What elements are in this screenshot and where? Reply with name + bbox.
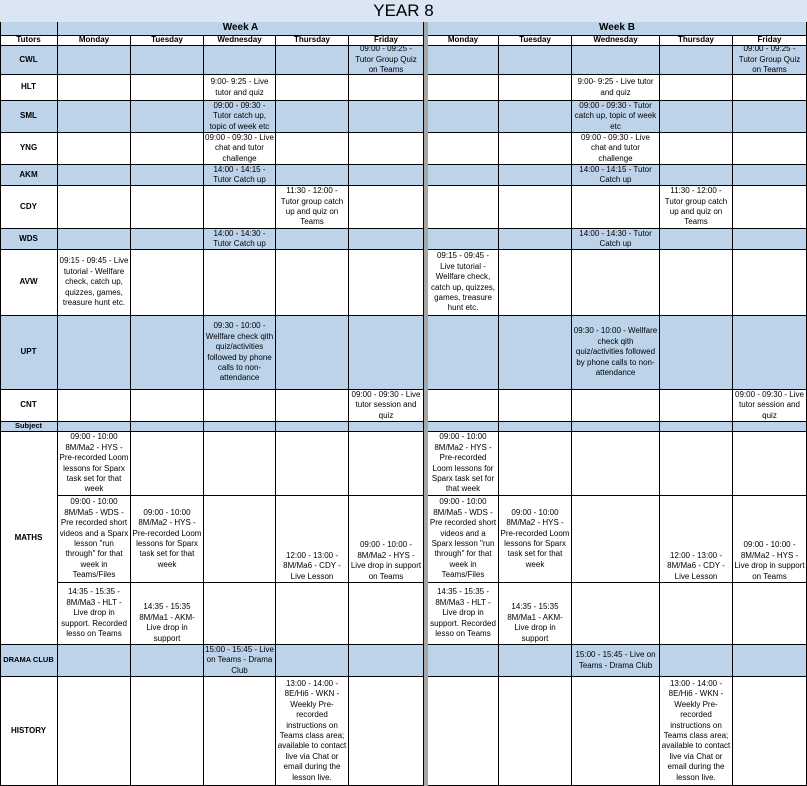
maths-wed-empty-a — [204, 432, 276, 496]
slot-week-a — [349, 186, 424, 229]
tutor-name: AVW — [0, 250, 58, 316]
subject-history: HISTORY — [0, 677, 58, 786]
slot-week-a — [58, 229, 131, 250]
slot-week-b — [660, 133, 733, 165]
maths-tue-1-b: 09:00 - 10:00 8M/Ma2 - HYS - Pre-recorded Loom lessons for Sparx task set for that week — [499, 496, 572, 583]
slot-week-a — [276, 165, 349, 186]
tutor-name: CWL — [0, 46, 58, 75]
maths-tue-2-a: 14:35 - 15:35 8M/Ma1 - AKM- Live drop in support — [131, 583, 204, 645]
maths-mon-2-a: 09:00 - 10:00 8M/Ma5 - WDS - Pre recorded short videos and a Sparx lesson "run through" for that week in Teams/Files — [58, 496, 131, 583]
slot-week-b — [499, 46, 572, 75]
history-slot-a: 13:00 - 14:00 - 8E/Hi6 - WKN - Weekly Pre-recorded instructions on Teams class area; available to contact live via Chat or email during the lesson live. — [276, 677, 349, 786]
slot-week-b: 09:00 - 09:30 - Live tutor session and quiz — [733, 390, 807, 422]
history-slot-a — [131, 677, 204, 786]
maths-thu-empty-a — [276, 583, 349, 645]
subject-blank — [660, 422, 733, 432]
slot-week-a — [131, 250, 204, 316]
slot-week-a — [58, 165, 131, 186]
tutor-name: AKM — [0, 165, 58, 186]
history-slot-b — [499, 677, 572, 786]
subject-blank — [572, 422, 660, 432]
maths-tue-empty-b — [499, 432, 572, 496]
maths-thu-b: 12:00 - 13:00 - 8M/Ma6 - CDY - Live Lesson — [660, 496, 733, 583]
maths-mon-1-b: 09:00 - 10:00 8M/Ma2 - HYS - Pre-recorded Loom lessons for Sparx task set for that week — [428, 432, 499, 496]
slot-week-a — [131, 133, 204, 165]
drama-slot-a: 15:00 - 15:45 - Live on Teams - Drama Club — [204, 645, 276, 677]
slot-week-a — [276, 316, 349, 390]
slot-week-a — [131, 101, 204, 133]
day-header-b: Thursday — [660, 36, 733, 46]
maths-wed-empty-b — [572, 496, 660, 583]
slot-week-a — [276, 75, 349, 101]
subject-maths: MATHS — [0, 432, 58, 645]
slot-week-b: 09:00 - 09:30 - Tutor catch up, topic of week etc — [572, 101, 660, 133]
slot-week-a: 14:00 - 14:15 - Tutor Catch up — [204, 165, 276, 186]
slot-week-a — [349, 250, 424, 316]
slot-week-a — [131, 316, 204, 390]
slot-week-a — [131, 186, 204, 229]
slot-week-a — [58, 101, 131, 133]
tutor-name: HLT — [0, 75, 58, 101]
slot-week-a: 11:30 - 12:00 - Tutor group catch up and quiz on Teams — [276, 186, 349, 229]
slot-week-b — [660, 75, 733, 101]
slot-week-b — [428, 133, 499, 165]
slot-week-a: 09:00 - 09:25 - Tutor Group Quiz on Teams — [349, 46, 424, 75]
slot-week-a — [204, 390, 276, 422]
slot-week-a — [58, 390, 131, 422]
slot-week-a — [58, 75, 131, 101]
slot-week-b — [572, 46, 660, 75]
slot-week-a: 09:00 - 09:30 - Live tutor session and quiz — [349, 390, 424, 422]
maths-tue-empty-a — [131, 432, 204, 496]
slot-week-a — [276, 46, 349, 75]
slot-week-b — [428, 101, 499, 133]
drama-slot-b — [660, 645, 733, 677]
maths-mon-1-a: 09:00 - 10:00 8M/Ma2 - HYS - Pre-recorded Loom lessons for Sparx task set for that week — [58, 432, 131, 496]
subject-blank — [428, 422, 499, 432]
slot-week-b — [660, 316, 733, 390]
maths-wed-empty-b — [572, 432, 660, 496]
subject-blank — [349, 422, 424, 432]
week-b-header: Week B — [428, 22, 807, 36]
slot-week-b — [733, 229, 807, 250]
tutors-header: Tutors — [0, 36, 58, 46]
maths-thu-empty-b — [660, 583, 733, 645]
slot-week-a: 09:15 - 09:45 - Live tutorial - Wellfare check, catch up, quizzes, games, treasure hunt etc. — [58, 250, 131, 316]
maths-mon-2-b: 09:00 - 10:00 8M/Ma5 - WDS - Pre recorded short videos and a Sparx lesson "run through" for that week in Teams/Files — [428, 496, 499, 583]
subject-blank — [276, 422, 349, 432]
history-slot-b — [572, 677, 660, 786]
maths-fri-empty-b — [733, 583, 807, 645]
week-a-header: Week A — [58, 22, 424, 36]
slot-week-b: 09:00 - 09:30 - Live chat and tutor challenge — [572, 133, 660, 165]
slot-week-b: 14:00 - 14:30 - Tutor Catch up — [572, 229, 660, 250]
slot-week-a — [276, 229, 349, 250]
slot-week-a — [349, 316, 424, 390]
maths-thu-a: 12:00 - 13:00 - 8M/Ma6 - CDY - Live Lesson — [276, 496, 349, 583]
history-slot-b — [733, 677, 807, 786]
slot-week-a — [58, 186, 131, 229]
history-slot-b — [428, 677, 499, 786]
tutor-name: CNT — [0, 390, 58, 422]
slot-week-a — [58, 316, 131, 390]
maths-wed-empty-a — [204, 496, 276, 583]
slot-week-a — [58, 46, 131, 75]
slot-week-b: 14:00 - 14:15 - Tutor Catch up — [572, 165, 660, 186]
maths-tue-2-b: 14:35 - 15:35 8M/Ma1 - AKM- Live drop in support — [499, 583, 572, 645]
slot-week-b — [572, 186, 660, 229]
slot-week-a — [349, 75, 424, 101]
slot-week-a — [276, 250, 349, 316]
history-slot-a — [58, 677, 131, 786]
slot-week-a: 14:00 - 14:30 - Tutor Catch up — [204, 229, 276, 250]
slot-week-b — [660, 390, 733, 422]
slot-week-b — [428, 186, 499, 229]
slot-week-b — [499, 165, 572, 186]
maths-mon-3-a: 14:35 - 15:35 - 8M/Ma3 - HLT - Live drop in support. Recorded lesso on Teams — [58, 583, 131, 645]
subject-blank — [58, 422, 131, 432]
slot-week-a — [349, 133, 424, 165]
slot-week-b — [660, 101, 733, 133]
slot-week-a — [131, 75, 204, 101]
slot-week-a — [349, 229, 424, 250]
maths-fri-empty-a — [349, 583, 424, 645]
slot-week-a — [131, 165, 204, 186]
day-header-a: Friday — [349, 36, 424, 46]
slot-week-a — [58, 133, 131, 165]
tutor-name: SML — [0, 101, 58, 133]
slot-week-b: 11:30 - 12:00 - Tutor group catch up and quiz on Teams — [660, 186, 733, 229]
day-header-b: Tuesday — [499, 36, 572, 46]
slot-week-a — [204, 250, 276, 316]
slot-week-b — [660, 165, 733, 186]
tutor-name: YNG — [0, 133, 58, 165]
subject-blank — [204, 422, 276, 432]
slot-week-b — [572, 250, 660, 316]
page-title: YEAR 8 — [0, 0, 807, 22]
slot-week-b — [499, 229, 572, 250]
drama-slot-a — [276, 645, 349, 677]
slot-week-b — [428, 75, 499, 101]
slot-week-a: 9:00- 9:25 - Live tutor and quiz — [204, 75, 276, 101]
day-header-a: Monday — [58, 36, 131, 46]
slot-week-a: 09:00 - 09:30 - Live chat and tutor challenge — [204, 133, 276, 165]
week-separator — [424, 22, 428, 786]
slot-week-b — [733, 250, 807, 316]
slot-week-b — [660, 250, 733, 316]
history-slot-b: 13:00 - 14:00 - 8E/Hi6 - WKN - Weekly Pre-recorded instructions on Teams class area; available to contact live via Chat or email during the lesson live. — [660, 677, 733, 786]
drama-slot-a — [58, 645, 131, 677]
day-header-b: Monday — [428, 36, 499, 46]
drama-slot-b — [733, 645, 807, 677]
slot-week-b — [660, 229, 733, 250]
slot-week-b — [660, 46, 733, 75]
slot-week-b — [499, 75, 572, 101]
slot-week-b — [428, 165, 499, 186]
slot-week-b — [499, 316, 572, 390]
left-border — [0, 22, 1, 786]
tutor-name: CDY — [0, 186, 58, 229]
slot-week-b: 09:30 - 10:00 - Wellfare check qith quiz/activities followed by phone calls to non-attendance — [572, 316, 660, 390]
subject-drama: DRAMA CLUB — [0, 645, 58, 677]
slot-week-a — [276, 101, 349, 133]
maths-wed-empty-b — [572, 583, 660, 645]
day-header-a: Thursday — [276, 36, 349, 46]
drama-slot-a — [131, 645, 204, 677]
day-header-a: Wednesday — [204, 36, 276, 46]
slot-week-b — [572, 390, 660, 422]
history-slot-a — [204, 677, 276, 786]
slot-week-b — [428, 229, 499, 250]
drama-slot-b: 15:00 - 15:45 - Live on Teams - Drama Club — [572, 645, 660, 677]
slot-week-b — [428, 316, 499, 390]
maths-thu-empty-b — [660, 432, 733, 496]
slot-week-a — [204, 186, 276, 229]
subject-blank — [131, 422, 204, 432]
slot-week-a — [131, 229, 204, 250]
slot-week-a — [349, 101, 424, 133]
maths-tue-1-a: 09:00 - 10:00 8M/Ma2 - HYS - Pre-recorded Loom lessons for Sparx task set for that week — [131, 496, 204, 583]
slot-week-a — [131, 390, 204, 422]
slot-week-b: 09:15 - 09:45 - Live tutorial - Wellfare check, catch up, quizzes, games, treasure hunt etc. — [428, 250, 499, 316]
slot-week-b — [499, 390, 572, 422]
day-header-b: Friday — [733, 36, 807, 46]
slot-week-b — [499, 250, 572, 316]
maths-mon-3-b: 14:35 - 15:35 - 8M/Ma3 - HLT - Live drop in support. Recorded lesso on Teams — [428, 583, 499, 645]
subject-blank — [733, 422, 807, 432]
drama-slot-a — [349, 645, 424, 677]
slot-week-a: 09:30 - 10:00 - Wellfare check qith quiz/activities followed by phone calls to non-attendance — [204, 316, 276, 390]
maths-wed-empty-a — [204, 583, 276, 645]
maths-fri-empty-b — [733, 432, 807, 496]
slot-week-b: 09:00 - 09:25 - Tutor Group Quiz on Teams — [733, 46, 807, 75]
maths-fri-a: 09:00 - 10:00 - 8M/Ma2 - HYS - Live drop in support on Teams — [349, 496, 424, 583]
slot-week-b — [733, 75, 807, 101]
maths-fri-empty-a — [349, 432, 424, 496]
drama-slot-b — [499, 645, 572, 677]
slot-week-b — [733, 133, 807, 165]
slot-week-a — [131, 46, 204, 75]
subject-blank — [499, 422, 572, 432]
day-header-a: Tuesday — [131, 36, 204, 46]
day-header-b: Wednesday — [572, 36, 660, 46]
maths-fri-b: 09:00 - 10:00 - 8M/Ma2 - HYS - Live drop in support on Teams — [733, 496, 807, 583]
slot-week-b: 9:00- 9:25 - Live tutor and quiz — [572, 75, 660, 101]
slot-week-b — [428, 390, 499, 422]
slot-week-b — [499, 186, 572, 229]
slot-week-b — [499, 133, 572, 165]
history-slot-a — [349, 677, 424, 786]
slot-week-a — [349, 165, 424, 186]
slot-week-a: 09:00 - 09:30 - Tutor catch up, topic of week etc — [204, 101, 276, 133]
slot-week-b — [733, 165, 807, 186]
slot-week-b — [499, 101, 572, 133]
slot-week-a — [276, 133, 349, 165]
slot-week-a — [276, 390, 349, 422]
slot-week-b — [428, 46, 499, 75]
maths-thu-empty-a — [276, 432, 349, 496]
slot-week-a — [204, 46, 276, 75]
drama-slot-b — [428, 645, 499, 677]
tutor-name: WDS — [0, 229, 58, 250]
corner-blank — [0, 22, 58, 36]
subject-header: Subject — [0, 422, 58, 432]
tutor-name: UPT — [0, 316, 58, 390]
slot-week-b — [733, 101, 807, 133]
slot-week-b — [733, 186, 807, 229]
slot-week-b — [733, 316, 807, 390]
